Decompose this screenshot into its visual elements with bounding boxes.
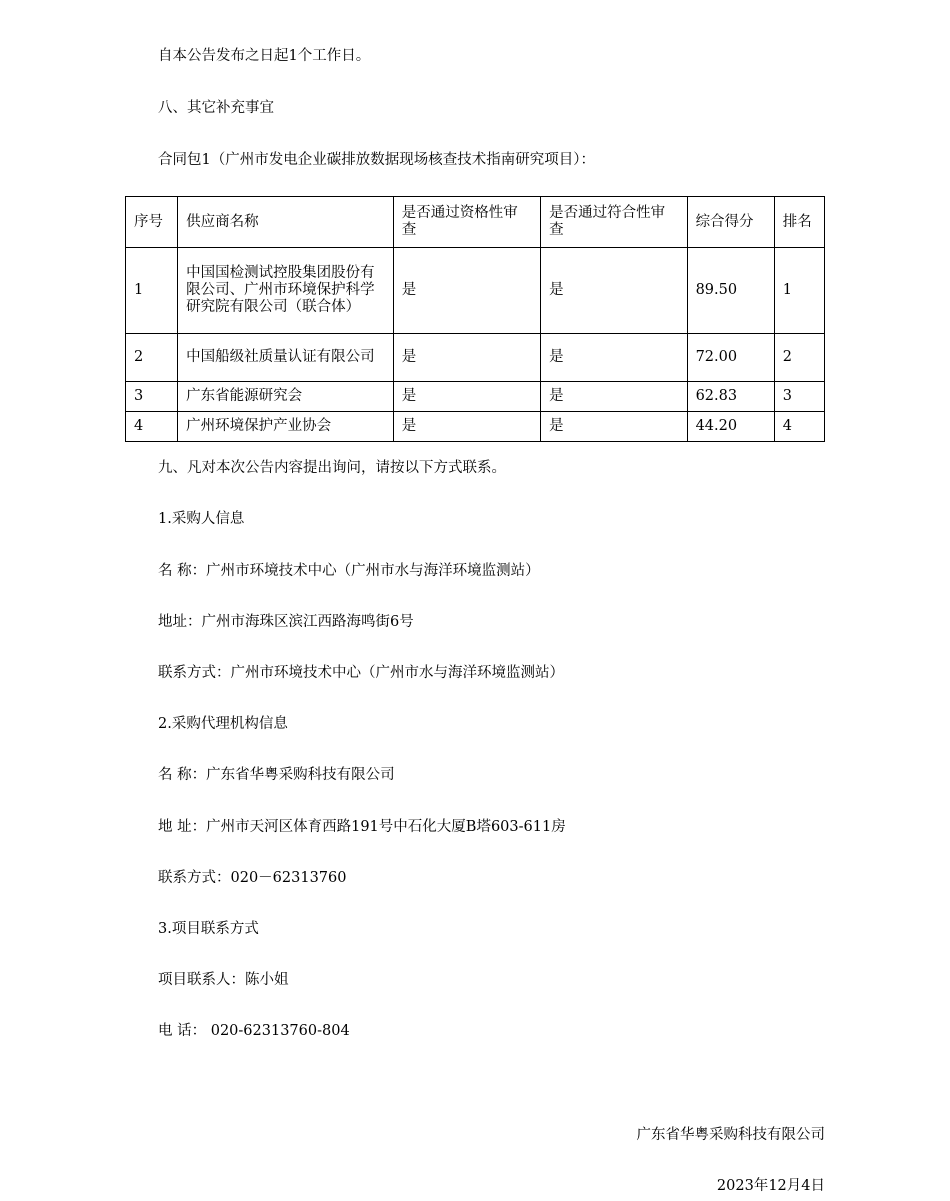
agency-contact: 联系方式：020－62313760 bbox=[158, 870, 347, 886]
intro-tail-text: 自本公告发布之日起1个工作日。 bbox=[158, 48, 371, 64]
cell-qualification: 是 bbox=[393, 382, 540, 412]
cell-rank: 1 bbox=[774, 248, 824, 334]
header-index: 序号 bbox=[126, 197, 178, 248]
cell-score: 62.83 bbox=[687, 382, 774, 412]
project-heading: 3.项目联系方式 bbox=[158, 921, 259, 937]
results-table bbox=[125, 196, 825, 442]
project-contact-person: 项目联系人：陈小姐 bbox=[158, 972, 289, 988]
agency-name: 名 称：广东省华粤采购科技有限公司 bbox=[158, 767, 395, 783]
cell-conformity: 是 bbox=[541, 248, 687, 334]
cell-score: 72.00 bbox=[687, 334, 774, 382]
header-conformity: 是否通过符合性审查 bbox=[541, 197, 687, 248]
cell-index: 2 bbox=[126, 334, 178, 382]
cell-rank: 2 bbox=[774, 334, 824, 382]
header-qualification: 是否通过资格性审查 bbox=[393, 197, 540, 248]
table-row bbox=[126, 382, 825, 412]
purchaser-heading: 1.采购人信息 bbox=[158, 511, 245, 527]
table-row bbox=[126, 412, 825, 442]
cell-qualification: 是 bbox=[393, 334, 540, 382]
cell-index: 4 bbox=[126, 412, 178, 442]
cell-qualification: 是 bbox=[393, 412, 540, 442]
cell-supplier: 广州环境保护产业协会 bbox=[178, 412, 394, 442]
cell-index: 3 bbox=[126, 382, 178, 412]
table-header-row bbox=[126, 197, 825, 248]
cell-rank: 4 bbox=[774, 412, 824, 442]
signature-date: 2023年12月4日 bbox=[716, 1178, 825, 1194]
cell-qualification: 是 bbox=[393, 248, 540, 334]
cell-supplier: 中国国检测试控股集团股份有限公司、广州市环境保护科学研究院有限公司（联合体） bbox=[178, 248, 394, 334]
header-supplier: 供应商名称 bbox=[178, 197, 394, 248]
table-row bbox=[126, 248, 825, 334]
section-8-title: 八、其它补充事宜 bbox=[158, 100, 274, 116]
purchaser-contact: 联系方式：广州市环境技术中心（广州市水与海洋环境监测站） bbox=[158, 665, 564, 681]
purchaser-address: 地址：广州市海珠区滨江西路海鸣街6号 bbox=[158, 614, 414, 630]
cell-index: 1 bbox=[126, 248, 178, 334]
cell-conformity: 是 bbox=[541, 412, 687, 442]
package-title: 合同包1（广州市发电企业碳排放数据现场核查技术指南研究项目）： bbox=[158, 152, 595, 168]
signature-company: 广东省华粤采购科技有限公司 bbox=[636, 1127, 825, 1143]
table-row bbox=[126, 334, 825, 382]
purchaser-name: 名 称：广州市环境技术中心（广州市水与海洋环境监测站） bbox=[158, 563, 540, 579]
project-phone: 电 话： 020-62313760-804 bbox=[158, 1023, 350, 1039]
cell-rank: 3 bbox=[774, 382, 824, 412]
agency-heading: 2.采购代理机构信息 bbox=[158, 716, 288, 732]
header-score: 综合得分 bbox=[687, 197, 774, 248]
agency-address: 地 址：广州市天河区体育西路191号中石化大厦B塔603-611房 bbox=[158, 819, 566, 835]
cell-conformity: 是 bbox=[541, 334, 687, 382]
cell-supplier: 广东省能源研究会 bbox=[178, 382, 394, 412]
cell-score: 89.50 bbox=[687, 248, 774, 334]
header-rank: 排名 bbox=[774, 197, 824, 248]
section-9-title: 九、凡对本次公告内容提出询问，请按以下方式联系。 bbox=[158, 460, 506, 476]
cell-conformity: 是 bbox=[541, 382, 687, 412]
cell-supplier: 中国船级社质量认证有限公司 bbox=[178, 334, 394, 382]
cell-score: 44.20 bbox=[687, 412, 774, 442]
